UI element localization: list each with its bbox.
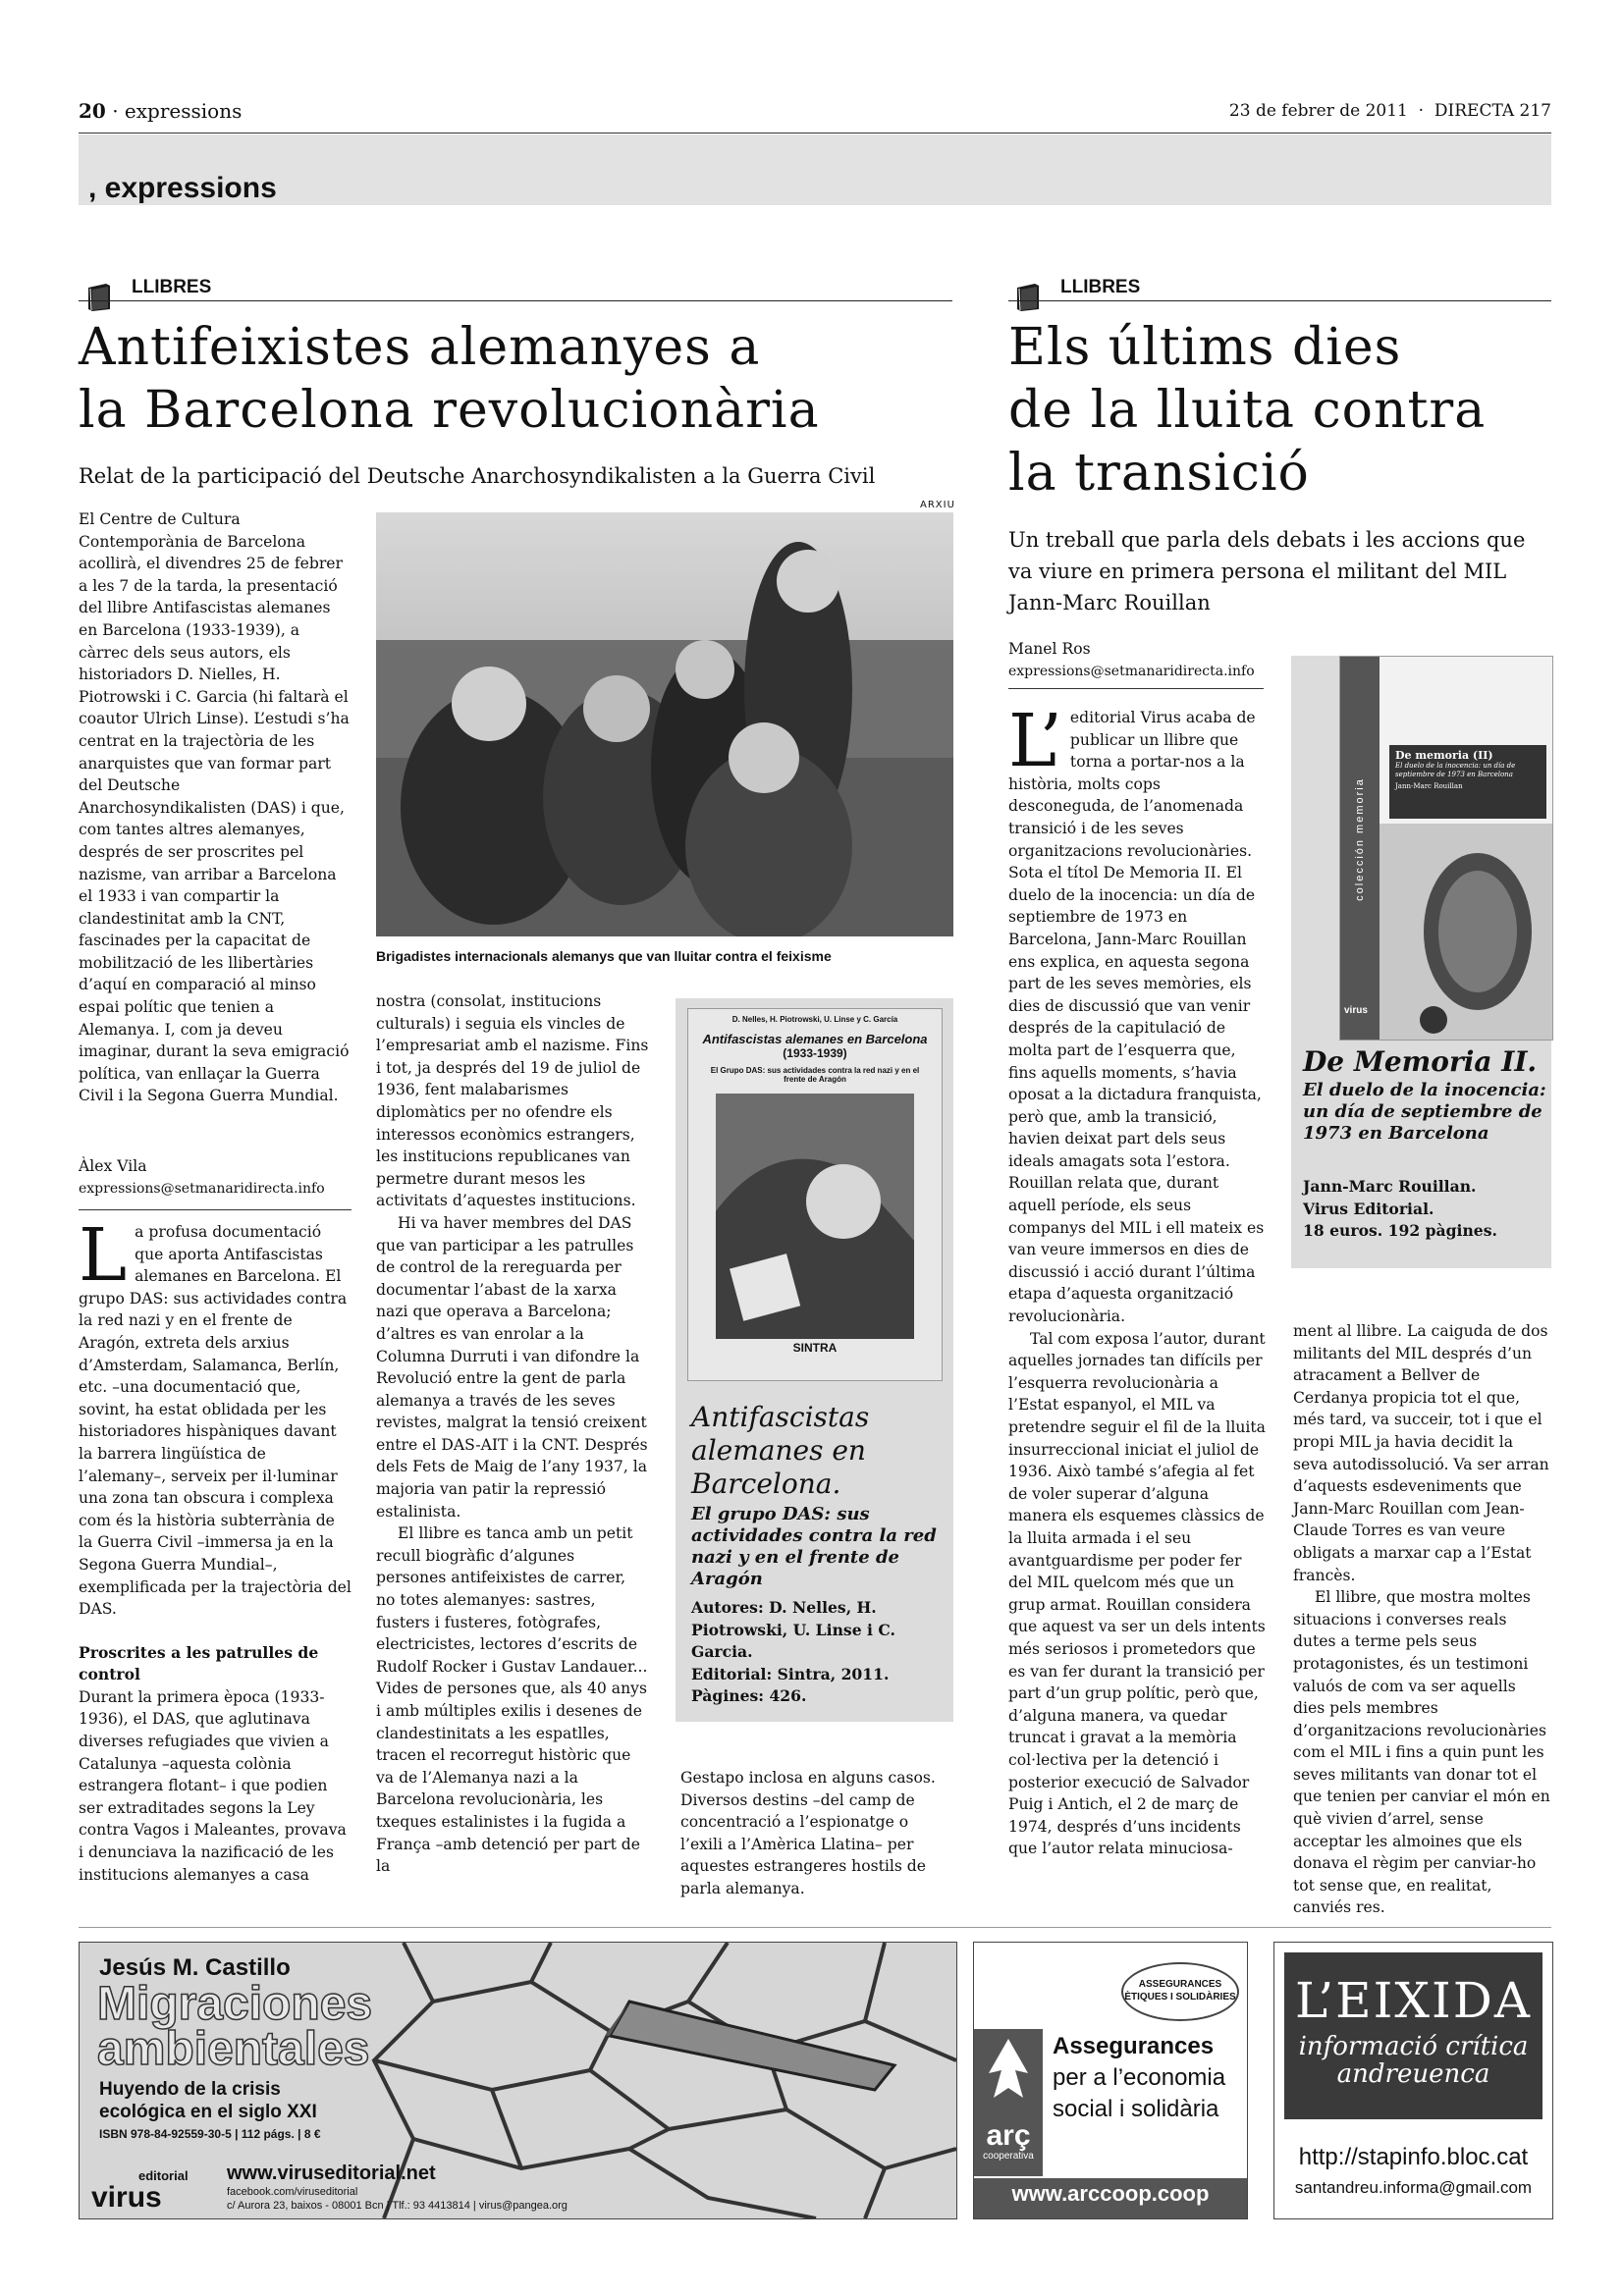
virus-ad-author: Jesús M. Castillo	[99, 1954, 291, 1981]
right-headline	[1008, 316, 1558, 505]
section-banner	[79, 134, 1551, 205]
virus-ad-isbn: ISBN 978-84-92559-30-5 | 112 págs. | 8 €	[99, 2127, 321, 2141]
right-box-price: 18 euros. 192 pàgines.	[1303, 1221, 1497, 1241]
arc-ad-stamp-bottom: ÈTIQUES I SOLIDÀRIES	[1124, 1992, 1236, 2002]
left-headline-line-2: la Barcelona revolucionària	[79, 381, 820, 440]
leaf-icon	[974, 2029, 1043, 2117]
right-headline-line-1: Els últims dies	[1008, 318, 1402, 377]
arc-ad-logo-sub: cooperativa	[983, 2151, 1034, 2162]
left-cover-art	[716, 1094, 914, 1339]
arc-ad-logo	[974, 2029, 1043, 2176]
issue-info: 23 de febrer de 2011 · DIRECTA 217	[1228, 101, 1551, 121]
arc-ad-line-2: per a l’economia	[1053, 2064, 1226, 2091]
left-col2-p2: Hi va haver membres del DAS que van participar a les patrulles de control de la rereguarda per documentar l’abast de la xarxa nazi que operava a Barcelona; d’altres es van enrolar a la Columna Durruti i van difondre la Revolució entre la gent de parla alemanya a través de les seves revistes, malgrat la tensió creixent entre el DAS-AIT i la CNT. Després dels Fets de Maig de l’any 1937, la majoria van patir la repressió estalinista.	[376, 1213, 648, 1521]
right-drop-cap: L’	[1008, 699, 1062, 783]
photo-credit: ARXIU	[920, 500, 955, 510]
left-drop-cap: L	[79, 1213, 128, 1298]
arc-ad-line-1: Assegurances	[1053, 2033, 1215, 2059]
left-col2-p3: El llibre es tanca amb un petit recull biogràfic d’algunes persones antifeixistes de carrer, no totes alemanyes: sastres, fusters i fusteres, fotògrafes, electricistes, lectores d’escrits de Rudolf Rocker i Gustav Landauer... Vides de persones que, als 40 anys i amb múltiples exilis i desenes de clandestinitats a les espatlles, tracen el recorregut històric que va de l’Alemanya nazi a la Barcelona revolucionària, les txeques estalinistes i la fugida a França –amb detenció per part de la	[376, 1524, 648, 1876]
virus-ad-facebook[interactable]: facebook.com/viruseditorial	[227, 2186, 358, 2198]
right-author: Manel Ros	[1008, 640, 1091, 658]
virus-ad-brand-small: editorial	[138, 2168, 189, 2183]
left-kicker: LLIBRES	[132, 277, 212, 297]
page-number: 20	[79, 99, 106, 123]
left-cover-publisher: SINTRA	[792, 1341, 838, 1355]
right-cover-title: De memoria (II)	[1395, 749, 1493, 762]
left-box-authors: Autores: D. Nelles, H. Piotrowski, U. Linse i C. Garcia.	[691, 1598, 895, 1662]
folio: 20 · expressions	[79, 99, 243, 123]
left-headline	[79, 316, 962, 442]
left-box-details	[691, 1597, 947, 1708]
arc-ad-stamp-top: ASSEGURANCES	[1138, 1979, 1222, 1990]
arc-ad[interactable]	[973, 1942, 1248, 2219]
right-byline	[1008, 638, 1283, 682]
left-cover-title: Antifascistas alemanes en Barcelona	[702, 1032, 928, 1046]
brigadistes-photo	[376, 512, 953, 936]
banner-title: , expressions	[88, 172, 277, 204]
virus-ad-url[interactable]: www.viruseditorial.net	[227, 2163, 436, 2184]
left-cover-subtitle: El Grupo DAS: sus actividades contra la red nazi y en el frente de Aragón	[710, 1066, 920, 1084]
left-intro-text: El Centre de Cultura Contemporània de Barcelona acollirà, el divendres 25 de febrer a les 7 de la tarda, la presentació del llibre Antifascistas alemanes en Barcelona (1933-1939), a càrrec dels seus autors, els historiadors D. Nielles, H. Piotrowski i C. Garcia (hi faltarà el coautor Ulrich Linse). L’estudi s’ha centrat en la trajectòria de les anarquistes que van formar part del Deutsche Anarchosyndikalisten (DAS) i que, com tantes altres alemanyes, després de ser proscrites pel nazisme, van arribar a Barcelona el 1933 i van compartir la clandestinitat amb la CNT, fascinades per la capacitat de mobilització de les llibertàries d’aquí en comparació al minso espai polític que tenien a Alemanya. I, com ja deveu imaginar, durant la seva emigració política, van enllaçar la Guerra Civil i la Segona Guerra Mundial.	[79, 510, 350, 1105]
book-icon	[86, 282, 112, 311]
right-cover-author: Jann-Marc Rouillan	[1395, 782, 1463, 790]
right-box-details	[1303, 1176, 1548, 1243]
virus-ad-title-2: ambientales	[97, 2023, 370, 2075]
right-col2-text: ment al llibre. La caiguda de dos militants del MIL després d’un atracament a Bellver de Cerdanya propicia tot el que, més tard, va succeir, tot i que el propi MIL ja havia decidit la seva autodissolució. Va ser arran d’aquests esdeveniments que Jann-Marc Rouillan com Jean-Claude Torres es van veure obligats a marxar cap a l’Estat francès.	[1293, 1322, 1549, 1584]
right-box-author: Jann-Marc Rouillan.	[1303, 1177, 1477, 1196]
right-book-cover	[1339, 656, 1553, 1041]
virus-ad-brand-name: virus	[91, 2181, 162, 2214]
left-col-3	[680, 1767, 953, 1900]
right-box-subtitle: El duelo de la inocencia: un día de septiembre de 1973 en Barcelona	[1303, 1080, 1546, 1144]
issue-date: 23 de febrer de 2011	[1228, 101, 1408, 121]
right-cover-subtitle: El duelo de la inocencia: un día de septiembre de 1973 en Barcelona	[1395, 762, 1516, 778]
issue-number: DIRECTA 217	[1434, 101, 1551, 121]
left-col1-text2: Durant la primera època (1933-1936), el DAS, que aglutinava diverses refugiades que vivien a Catalunya –aquesta colònia estrangera flotant– i que podien ser extraditades segons la Ley contra Vagos i Maleantes, provava i denunciava la nazificació de les institucions alemanyes a casa	[79, 1687, 347, 1884]
right-cover-logo: virus	[1344, 1005, 1368, 1016]
right-col-1	[1008, 699, 1266, 1860]
virus-ad[interactable]	[79, 1942, 957, 2219]
left-col2-p1: nostra (consolat, institucions culturals) i seguia els vincles de l’empresariat amb el nazisme. Fins i tot, ja després del 19 de juliol de 1936, fent malabarismes diplomàtics per no ofendre els interessos econòmics estrangers, les institucions republicanes van permetre durant mesos les activitats d’aquestes institucions.	[376, 992, 649, 1210]
arc-ad-url[interactable]: www.arccoop.coop	[974, 2178, 1247, 2218]
virus-ad-brand	[91, 2168, 189, 2212]
right-col1-text: editorial Virus acaba de publicar un llibre que torna a portar-nos a la història, molts cops desconeguda, de l’anomenada transició i de les seves organitzacions revolucionàries. Sota el títol De Memoria II. El duelo de la inocencia: un día de septiembre de 1973 en Barcelona, Jann-Marc Rouillan ens explica, en aquesta segona part de les seves memòries, els dies de discussió que van venir després de la capitulació de molta part de l’esquerra que, fins aquells moments, s’havia oposat a la dictadura franquista, però que, amb la transició, havien deixat part dels seus ideals amagats sota l’estora. Rouillan relata que, durant aquell període, els seus companys del MIL i ell mateix es van veure immersos en dies de discussió i acció durant l’última etapa d’aquesta organització revolucionària.	[1008, 709, 1265, 1326]
right-dek: Un treball que parla dels debats i les accions que va viure en primera persona el militant del MIL Jann-Marc Rouillan	[1008, 528, 1526, 614]
virus-ad-address: c/ Aurora 23, baixos - 08001 Bcn | Tlf.: 93 4413814 | virus@pangea.org	[227, 2200, 568, 2212]
leixida-ad-title: L’EIXIDA	[1295, 1972, 1532, 2029]
right-cover-series: colección memoria	[1354, 777, 1366, 901]
arc-ad-copy	[1053, 2031, 1244, 2125]
left-col1-text: a profusa documentació que aporta Antifascistas alemanes en Barcelona. El grupo DAS: sus actividades contra la red nazi y en el frente de Aragón, extreta dels arxius d’Amsterdam, Salamanca, Berlín, etc. –una documentació que, sovint, ha estat oblidada per les historiadores hispàniques davant la barrera lingüística de l’alemany–, serveix per il·luminar una zona tan obscura i complexa com és la història subterrània de la Guerra Civil –immersa ja en la Segona Guerra Mundial–, exemplificada per la trajectòria del DAS.	[79, 1223, 352, 1619]
right-col1-text2: Tal com exposa l’autor, durant aquelles jornades tan difícils per l’esquerra revolucionària a l’Estat espanyol, el MIL va pretendre seguir el fil de la lluita insurreccional iniciat el juliol de 1936. Això també s’afegia al fet de voler superar d’alguna manera els esquemes clàssics de la lluita armada i el seu avantguardisme per poder fer del MIL quelcom més que un grup armat. Rouillan considera que aquest va ser un dels intents més seriosos i prometedors que es van fer durant la transició per part d’un grup polític, però que, d’alguna manera, va quedar truncat i gravat a la memòria col·lectiva per la detenció i posterior execució de Salvador Puig i Antich, el 2 de març de 1974, després d’uns incidents que l’autor relata minuciosa-	[1008, 1329, 1266, 1858]
leixida-ad-tagline-2: andreuenca	[1336, 2059, 1490, 2089]
left-cover-authors: D. Nelles, H. Piotrowski, U. Linse y C. García	[731, 1015, 898, 1024]
left-headline-line-1: Antifeixistes alemanyes a	[79, 318, 761, 377]
left-col-1	[79, 1213, 352, 1886]
left-box-pages: Pàgines: 426.	[691, 1686, 807, 1706]
book-icon	[1015, 282, 1041, 311]
leixida-ad-url[interactable]: http://stapinfo.bloc.cat	[1298, 2144, 1529, 2170]
virus-ad-subtitle	[99, 2078, 317, 2123]
right-col-2	[1293, 1320, 1550, 1919]
right-kicker: LLIBRES	[1060, 277, 1141, 297]
photo-caption: Brigadistes internacionals alemanys que van lluitar contra el feixisme	[376, 948, 832, 964]
virus-ad-subtitle-1: Huyendo de la crisis	[99, 2079, 281, 2100]
left-email: expressions@setmanaridirecta.info	[79, 1180, 325, 1197]
right-cover-label	[1389, 745, 1546, 819]
right-box-publisher: Virus Editorial.	[1303, 1199, 1434, 1218]
right-box-title: De Memoria II.	[1303, 1045, 1538, 1078]
right-headline-line-2: de la lluita contra	[1008, 381, 1487, 440]
right-cover-art	[1380, 824, 1552, 1040]
left-col3-text: Gestapo inclosa en alguns casos. Diversos destins –del camp de concentració a l’espionatge o l’exili a l’Amèrica Llatina– per aquestes estrangeres hostils de parla alemanya.	[680, 1769, 936, 1897]
virus-ad-title-1: Migraciones	[97, 1978, 373, 2030]
left-byline-rule	[79, 1209, 352, 1210]
leixida-ad[interactable]	[1273, 1942, 1553, 2219]
left-box-subtitle: El grupo DAS: sus actividades contra la red nazi y en el frente de Aragón	[691, 1504, 937, 1589]
arc-ad-logo-text: arç	[986, 2119, 1031, 2152]
left-intro	[79, 508, 352, 1107]
left-box-publisher: Editorial: Sintra, 2011.	[691, 1664, 890, 1683]
left-byline	[79, 1155, 352, 1200]
footer-rule	[79, 1927, 1551, 1928]
left-dek: Relat de la participació del Deutsche Anarchosyndikalisten a la Guerra Civil	[79, 464, 876, 488]
left-kicker-rule	[79, 300, 952, 301]
left-box-title: Antifascistas alemanes en Barcelona.	[691, 1401, 870, 1500]
virus-ad-subtitle-2: ecológica en el siglo XXI	[99, 2102, 317, 2122]
left-cover-years: (1933-1939)	[783, 1046, 847, 1060]
section-name: expressions	[124, 99, 243, 123]
right-kicker-rule	[1008, 300, 1551, 301]
left-col-2	[376, 990, 649, 1878]
arc-ad-stamp	[1121, 1962, 1239, 2021]
right-email: expressions@setmanaridirecta.info	[1008, 663, 1255, 679]
left-subhead: Proscrites a les patrulles de control	[79, 1642, 319, 1684]
leixida-ad-tagline-1: informació crítica	[1298, 2032, 1529, 2061]
arc-ad-line-3: social i solidària	[1053, 2096, 1219, 2122]
left-author: Àlex Vila	[79, 1157, 147, 1175]
right-headline-line-3: la transició	[1008, 444, 1310, 503]
left-book-cover	[687, 1008, 943, 1381]
right-book-box	[1291, 656, 1551, 1268]
left-book-box	[676, 998, 953, 1722]
virus-ad-title	[97, 1978, 373, 2075]
leixida-ad-email[interactable]: santandreu.informa@gmail.com	[1294, 2178, 1533, 2197]
leixida-ad-banner	[1284, 1952, 1542, 2119]
right-byline-rule	[1008, 688, 1264, 689]
right-col2-text2: El llibre, que mostra moltes situacions i converses reals dutes a terme pels seus protagonistes, és un testimoni valuós de com va ser aquells dies pels membres d’organitzacions revolucionàries com el MIL i fins a quin punt les seves militants van donar tot el que tenien per canviar el món en què vivien d’arrel, sense acceptar les almoines que els donava el règim per canviar-ho tot sense que, en realitat, canviés res.	[1293, 1588, 1550, 1917]
